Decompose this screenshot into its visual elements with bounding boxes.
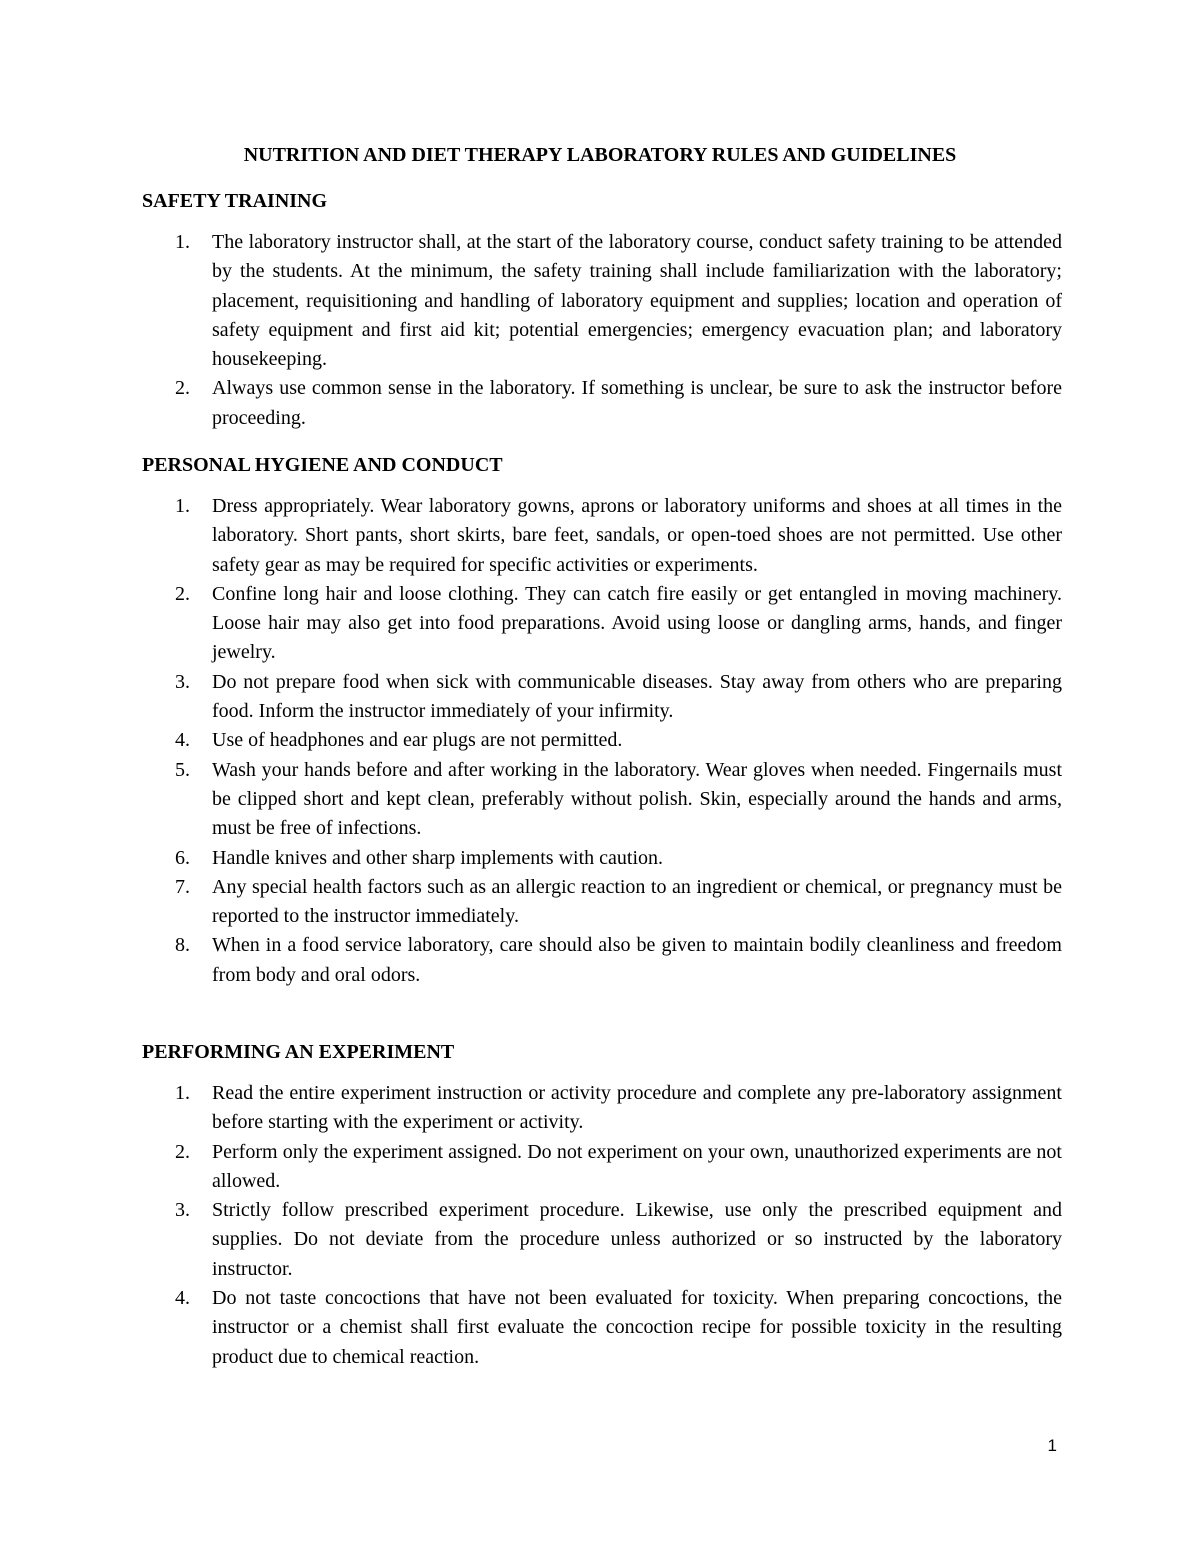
list-item (142, 1079, 1062, 1138)
item-text: Any special health factors such as an allergic reaction to an ingredient or chemical, or pregnancy must be reported to the instructor immediately. (212, 875, 1062, 928)
list-item (142, 844, 1062, 873)
item-number: 7. (175, 875, 190, 898)
list-item (142, 931, 1062, 990)
document-title: NUTRITION AND DIET THERAPY LABORATORY RULES AND GUIDELINES (243, 144, 957, 166)
list-item (142, 1138, 1062, 1197)
item-number: 2. (175, 582, 190, 605)
list-item (142, 756, 1062, 844)
section-heading: PERFORMING AN EXPERIMENT (142, 1041, 455, 1063)
list-item (142, 1196, 1062, 1284)
list-item (142, 228, 1062, 374)
list-item (142, 1284, 1062, 1372)
item-number: 4. (175, 729, 190, 752)
item-number: 4. (175, 1287, 190, 1310)
section-heading: PERSONAL HYGIENE AND CONDUCT (142, 454, 503, 476)
list-item (142, 668, 1062, 727)
item-number: 3. (175, 670, 190, 693)
item-text: Dress appropriately. Wear laboratory gowns, aprons or laboratory uniforms and shoes at all times in the laboratory. Short pants, short skirts, bare feet, sandals, or open-toed shoes are not permitted. Use other safety gear as may be required for specific activities or experiments. (212, 495, 1062, 576)
item-text: When in a food service laboratory, care should also be given to maintain bodily cleanliness and freedom from body and oral odors. (212, 934, 1062, 986)
rules-list (142, 228, 1062, 433)
list-item (142, 726, 1062, 755)
item-text: Strictly follow prescribed experiment procedure. Likewise, use only the prescribed equipment and supplies. Do not deviate from the procedure unless authorized or so instructed by the laboratory instructor. (212, 1199, 1062, 1280)
item-text: The laboratory instructor shall, at the start of the laboratory course, conduct safety training to be attended by the students. At the minimum, the safety training shall include familiarization with the laboratory; placement, requisitioning and handling of laboratory equipment and supplies; location and operation of safety equipment and first aid kit; potential emergencies; emergency evacuation plan; and laboratory housekeeping. (212, 231, 1062, 371)
item-text: Perform only the experiment assigned. Do not experiment on your own, unauthorized experiments are not allowed. (212, 1140, 1062, 1192)
section-safety-training (142, 188, 1062, 433)
item-number: 1. (175, 495, 190, 517)
item-number: 1. (175, 1082, 190, 1104)
item-text: Do not prepare food when sick with communicable diseases. Stay away from others who are preparing food. Inform the instructor immediately of your infirmity. (212, 670, 1062, 723)
section-personal-hygiene (142, 452, 1062, 990)
item-text: Confine long hair and loose clothing. They can catch fire easily or get entangled in moving machinery. Loose hair may also get into food preparations. Avoid using loose or dangling arms, hands, and finger jewelry. (212, 582, 1062, 664)
item-text: Do not taste concoctions that have not been evaluated for toxicity. When preparing concoctions, the instructor or a chemist shall first evaluate the concoction recipe for possible toxicity in the resulting product due to chemical reaction. (212, 1287, 1062, 1368)
item-text: Wash your hands before and after working in the laboratory. Wear gloves when needed. Fingernails must be clipped short and kept clean, preferably without polish. Skin, especially around the hands and arms, must be free of infections. (212, 758, 1062, 840)
list-item (142, 374, 1062, 433)
section-performing-experiment (142, 1039, 1062, 1372)
item-number: 1. (175, 231, 190, 253)
item-number: 2. (175, 377, 190, 400)
item-text: Use of headphones and ear plugs are not permitted. (212, 729, 623, 752)
item-text: Read the entire experiment instruction or activity procedure and complete any pre-laboratory assignment before starting with the experiment or activity. (212, 1082, 1062, 1134)
list-item (142, 492, 1062, 580)
list-item (142, 873, 1062, 932)
rules-list (142, 492, 1062, 990)
item-number: 8. (175, 934, 190, 957)
item-text: Handle knives and other sharp implements with caution. (212, 846, 664, 869)
item-number: 2. (175, 1140, 190, 1163)
item-text: Always use common sense in the laboratory. If something is unclear, be sure to ask the instructor before proceeding. (212, 377, 1062, 429)
item-number: 5. (175, 758, 190, 781)
item-number: 3. (175, 1199, 190, 1222)
rules-list (142, 1079, 1062, 1372)
section-heading: SAFETY TRAINING (142, 190, 328, 212)
item-number: 6. (175, 846, 190, 869)
page-number: 1 (1047, 1436, 1057, 1455)
list-item (142, 580, 1062, 668)
